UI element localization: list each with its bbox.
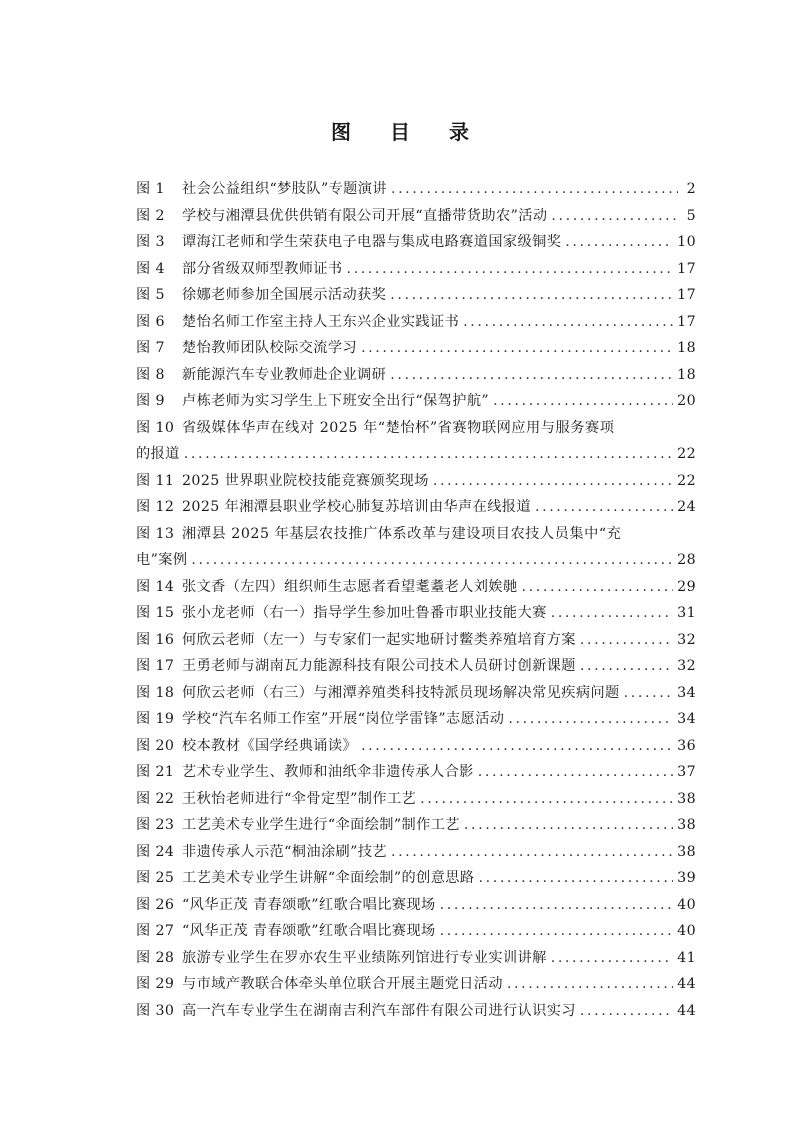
toc-entry[interactable] bbox=[136, 733, 696, 760]
page-number: 40 bbox=[677, 896, 696, 913]
leader-dots bbox=[535, 494, 673, 521]
figure-title: 社会公益组织“梦肢队”专题演讲 bbox=[182, 181, 387, 197]
leader-dots bbox=[184, 441, 673, 468]
figure-title: 艺术专业学生、教师和油纸伞非遗传承人合影 bbox=[182, 764, 474, 780]
figure-label: 图 20 bbox=[136, 737, 175, 754]
figure-label: 图 2 bbox=[136, 207, 165, 224]
leader-dots bbox=[361, 733, 673, 760]
toc-entry[interactable] bbox=[136, 945, 696, 972]
leader-dots bbox=[191, 547, 673, 574]
toc-entry[interactable] bbox=[136, 256, 696, 283]
figure-label: 图 14 bbox=[136, 578, 175, 595]
leader-dots bbox=[624, 680, 674, 707]
page-title: 图 目 录 bbox=[331, 120, 485, 144]
figure-title: 工艺美术专业学生进行“伞面绘制”制作工艺 bbox=[182, 817, 460, 833]
figure-title: 楚怡教师团队校际交流学习 bbox=[182, 340, 358, 356]
figure-label: 图 10 bbox=[136, 419, 175, 436]
leader-dots bbox=[493, 388, 673, 415]
toc-entry[interactable] bbox=[136, 388, 696, 415]
page-number: 5 bbox=[686, 207, 696, 224]
figure-title: 新能源汽车专业教师赴企业调研 bbox=[182, 366, 387, 383]
leader-dots bbox=[420, 786, 673, 813]
figure-label: 图 22 bbox=[136, 790, 175, 807]
page-number: 17 bbox=[677, 260, 696, 277]
figure-label: 图 23 bbox=[136, 817, 175, 833]
page-number: 18 bbox=[677, 340, 696, 356]
figure-title: 非遗传承人示范“桐油涂刷”技艺 bbox=[182, 843, 387, 860]
toc-entry[interactable] bbox=[136, 521, 696, 574]
leader-dots bbox=[551, 945, 673, 972]
figure-label: 图 6 bbox=[136, 313, 165, 330]
figure-label: 图 15 bbox=[136, 605, 175, 621]
page-number: 17 bbox=[677, 287, 696, 303]
figure-label: 图 11 bbox=[136, 472, 175, 489]
leader-dots bbox=[361, 335, 673, 362]
toc-entry[interactable] bbox=[136, 812, 696, 839]
figure-label: 图 16 bbox=[136, 631, 175, 648]
figure-title: 楚怡名师工作室主持人王东兴企业实践证书 bbox=[182, 313, 460, 330]
leader-dots bbox=[464, 812, 673, 839]
figure-label: 图 28 bbox=[136, 949, 175, 966]
figure-label: 图 24 bbox=[136, 843, 175, 860]
page-number: 34 bbox=[677, 711, 696, 727]
toc-entry[interactable] bbox=[136, 971, 696, 998]
page-number: 17 bbox=[677, 313, 696, 330]
leader-dots bbox=[346, 256, 673, 283]
leader-dots bbox=[565, 229, 673, 256]
figure-title: 2025 年湘潭县职业学校心肺复苏培训由华声在线报道 bbox=[182, 499, 531, 515]
page-number: 36 bbox=[677, 737, 696, 754]
figure-label: 图 13 bbox=[136, 525, 175, 542]
toc-entry[interactable] bbox=[136, 203, 696, 230]
page-number: 41 bbox=[677, 949, 696, 966]
figure-title: 王勇老师与湖南瓦力能源科技有限公司技术人员研讨创新课题 bbox=[182, 658, 576, 674]
figure-title: 学校与湘潭县优供供销有限公司开展“直播带货助农”活动 bbox=[182, 207, 548, 224]
page-number: 34 bbox=[677, 684, 696, 701]
toc-entry[interactable] bbox=[136, 998, 696, 1025]
toc-entry[interactable] bbox=[136, 600, 696, 627]
leader-dots bbox=[551, 203, 678, 230]
figure-title: 校本教材《国学经典诵读》 bbox=[182, 737, 358, 754]
page-number: 37 bbox=[677, 764, 696, 780]
page-number: 29 bbox=[677, 578, 696, 595]
toc-entry[interactable] bbox=[136, 680, 696, 707]
toc-entry[interactable] bbox=[136, 309, 696, 336]
leader-dots bbox=[580, 998, 673, 1025]
figure-label: 图 8 bbox=[136, 366, 165, 383]
leader-dots bbox=[390, 362, 673, 389]
figure-title: 徐娜老师参加全国展示活动获奖 bbox=[182, 287, 387, 303]
page-number: 18 bbox=[677, 366, 696, 383]
page-number: 32 bbox=[677, 658, 696, 674]
leader-dots bbox=[478, 759, 673, 786]
page-number: 2 bbox=[686, 181, 696, 197]
figure-label: 图 18 bbox=[136, 684, 175, 701]
leader-dots bbox=[551, 600, 673, 627]
leader-dots bbox=[391, 839, 673, 866]
figure-label: 图 17 bbox=[136, 658, 175, 674]
leader-dots bbox=[440, 918, 674, 945]
figure-title: 部分省级双师型教师证书 bbox=[182, 260, 343, 277]
figure-label: 图 26 bbox=[136, 896, 175, 913]
figure-title: 王秋怡老师进行“伞骨定型”制作工艺 bbox=[182, 790, 417, 807]
page-number: 31 bbox=[677, 605, 696, 621]
leader-dots bbox=[508, 706, 673, 733]
leader-dots bbox=[390, 282, 673, 309]
leader-dots bbox=[478, 865, 673, 892]
figure-label: 图 30 bbox=[136, 1002, 175, 1019]
figure-label: 图 19 bbox=[136, 711, 175, 727]
leader-dots bbox=[507, 971, 673, 998]
toc-entry[interactable] bbox=[136, 335, 696, 362]
page-number: 32 bbox=[677, 631, 696, 648]
figure-title: 旅游专业学生在罗亦农生平业绩陈列馆进行专业实训讲解 bbox=[182, 949, 547, 966]
figure-label: 图 5 bbox=[136, 287, 165, 303]
figure-label: 图 29 bbox=[136, 976, 175, 992]
figure-label: 图 27 bbox=[136, 923, 175, 939]
figure-label: 图 9 bbox=[136, 393, 165, 409]
toc-entry[interactable] bbox=[136, 865, 696, 892]
leader-dots bbox=[580, 627, 673, 654]
figure-label: 图 25 bbox=[136, 870, 175, 886]
page-number: 28 bbox=[677, 552, 696, 568]
figure-label: 图 21 bbox=[136, 764, 175, 780]
leader-dots bbox=[522, 574, 674, 601]
page-number: 38 bbox=[677, 843, 696, 860]
toc-entry[interactable] bbox=[136, 574, 696, 601]
toc-entry[interactable] bbox=[136, 415, 696, 468]
toc-entry[interactable] bbox=[136, 918, 696, 945]
figure-title: 湘潭县 2025 年基层农技推广体系改革与建设项目农技人员集中“充 bbox=[182, 525, 622, 542]
page-number: 44 bbox=[677, 1002, 696, 1019]
figure-title: 卢栋老师为实习学生上下班安全出行“保驾护航” bbox=[182, 393, 490, 409]
figure-title: 与市域产教联合体牵头单位联合开展主题党日活动 bbox=[182, 976, 503, 992]
figure-label: 图 1 bbox=[136, 181, 165, 197]
page-number: 38 bbox=[677, 790, 696, 807]
toc-entry[interactable] bbox=[136, 468, 696, 495]
toc-entry[interactable] bbox=[136, 176, 696, 203]
figure-title: “风华正茂 青春颂歌”红歌合唱比赛现场 bbox=[182, 923, 436, 939]
page-number: 44 bbox=[677, 976, 696, 992]
figure-label: 图 3 bbox=[136, 234, 165, 250]
figure-title: 谭海江老师和学生荣获电子电器与集成电路赛道国家级铜奖 bbox=[182, 234, 562, 250]
toc-entry[interactable] bbox=[136, 786, 696, 813]
figure-title: 2025 世界职业院校技能竞赛颁奖现场 bbox=[182, 472, 429, 489]
figure-title: 工艺美术专业学生讲解“伞面绘制”的创意思路 bbox=[182, 870, 475, 886]
figure-title: 省级媒体华声在线对 2025 年“楚怡杯”省赛物联网应用与服务赛项 bbox=[182, 419, 615, 436]
figure-title: 何欣云老师（左一）与专家们一起实地研讨鳖类养殖培育方案 bbox=[182, 631, 576, 648]
toc-entry[interactable] bbox=[136, 653, 696, 680]
figure-title-continued: 电”案例 bbox=[136, 552, 188, 568]
toc-entry[interactable] bbox=[136, 759, 696, 786]
toc-entry[interactable] bbox=[136, 706, 696, 733]
toc-entry[interactable] bbox=[136, 494, 696, 521]
toc-entry[interactable] bbox=[136, 229, 696, 256]
toc-entry[interactable] bbox=[136, 282, 696, 309]
figure-list bbox=[136, 176, 696, 1024]
page-number: 22 bbox=[677, 472, 696, 489]
leader-dots bbox=[433, 468, 673, 495]
toc-entry[interactable] bbox=[136, 839, 696, 866]
leader-dots bbox=[440, 892, 674, 919]
page-number: 38 bbox=[677, 817, 696, 833]
figure-title: 张文香（左四）组织师生志愿者看望耄耋老人刘娭毑 bbox=[182, 578, 518, 595]
figure-title: 张小龙老师（右一）指导学生参加吐鲁番市职业技能大赛 bbox=[182, 605, 547, 621]
leader-dots bbox=[580, 653, 673, 680]
figure-title-continued: 的报道 bbox=[136, 446, 180, 462]
toc-entry[interactable] bbox=[136, 892, 696, 919]
toc-entry[interactable] bbox=[136, 362, 696, 389]
figure-title: 何欣云老师（右三）与湘潭养殖类科技特派员现场解决常见疾病问题 bbox=[182, 684, 620, 701]
leader-dots bbox=[391, 176, 678, 203]
page-number: 20 bbox=[677, 393, 696, 409]
toc-entry[interactable] bbox=[136, 627, 696, 654]
leader-dots bbox=[463, 309, 673, 336]
page-number: 24 bbox=[677, 499, 696, 515]
page-number: 39 bbox=[677, 870, 696, 886]
figure-label: 图 7 bbox=[136, 340, 165, 356]
figure-label: 图 12 bbox=[136, 499, 175, 515]
figure-title: 学校“汽车名师工作室”开展“岗位学雷锋”志愿活动 bbox=[182, 711, 505, 727]
page-number: 22 bbox=[677, 446, 696, 462]
page-number: 40 bbox=[677, 923, 696, 939]
figure-label: 图 4 bbox=[136, 260, 165, 277]
figure-title: 高一汽车专业学生在湖南吉利汽车部件有限公司进行认识实习 bbox=[182, 1002, 576, 1019]
page-number: 10 bbox=[677, 234, 696, 250]
figure-title: “风华正茂 青春颂歌”红歌合唱比赛现场 bbox=[182, 896, 436, 913]
